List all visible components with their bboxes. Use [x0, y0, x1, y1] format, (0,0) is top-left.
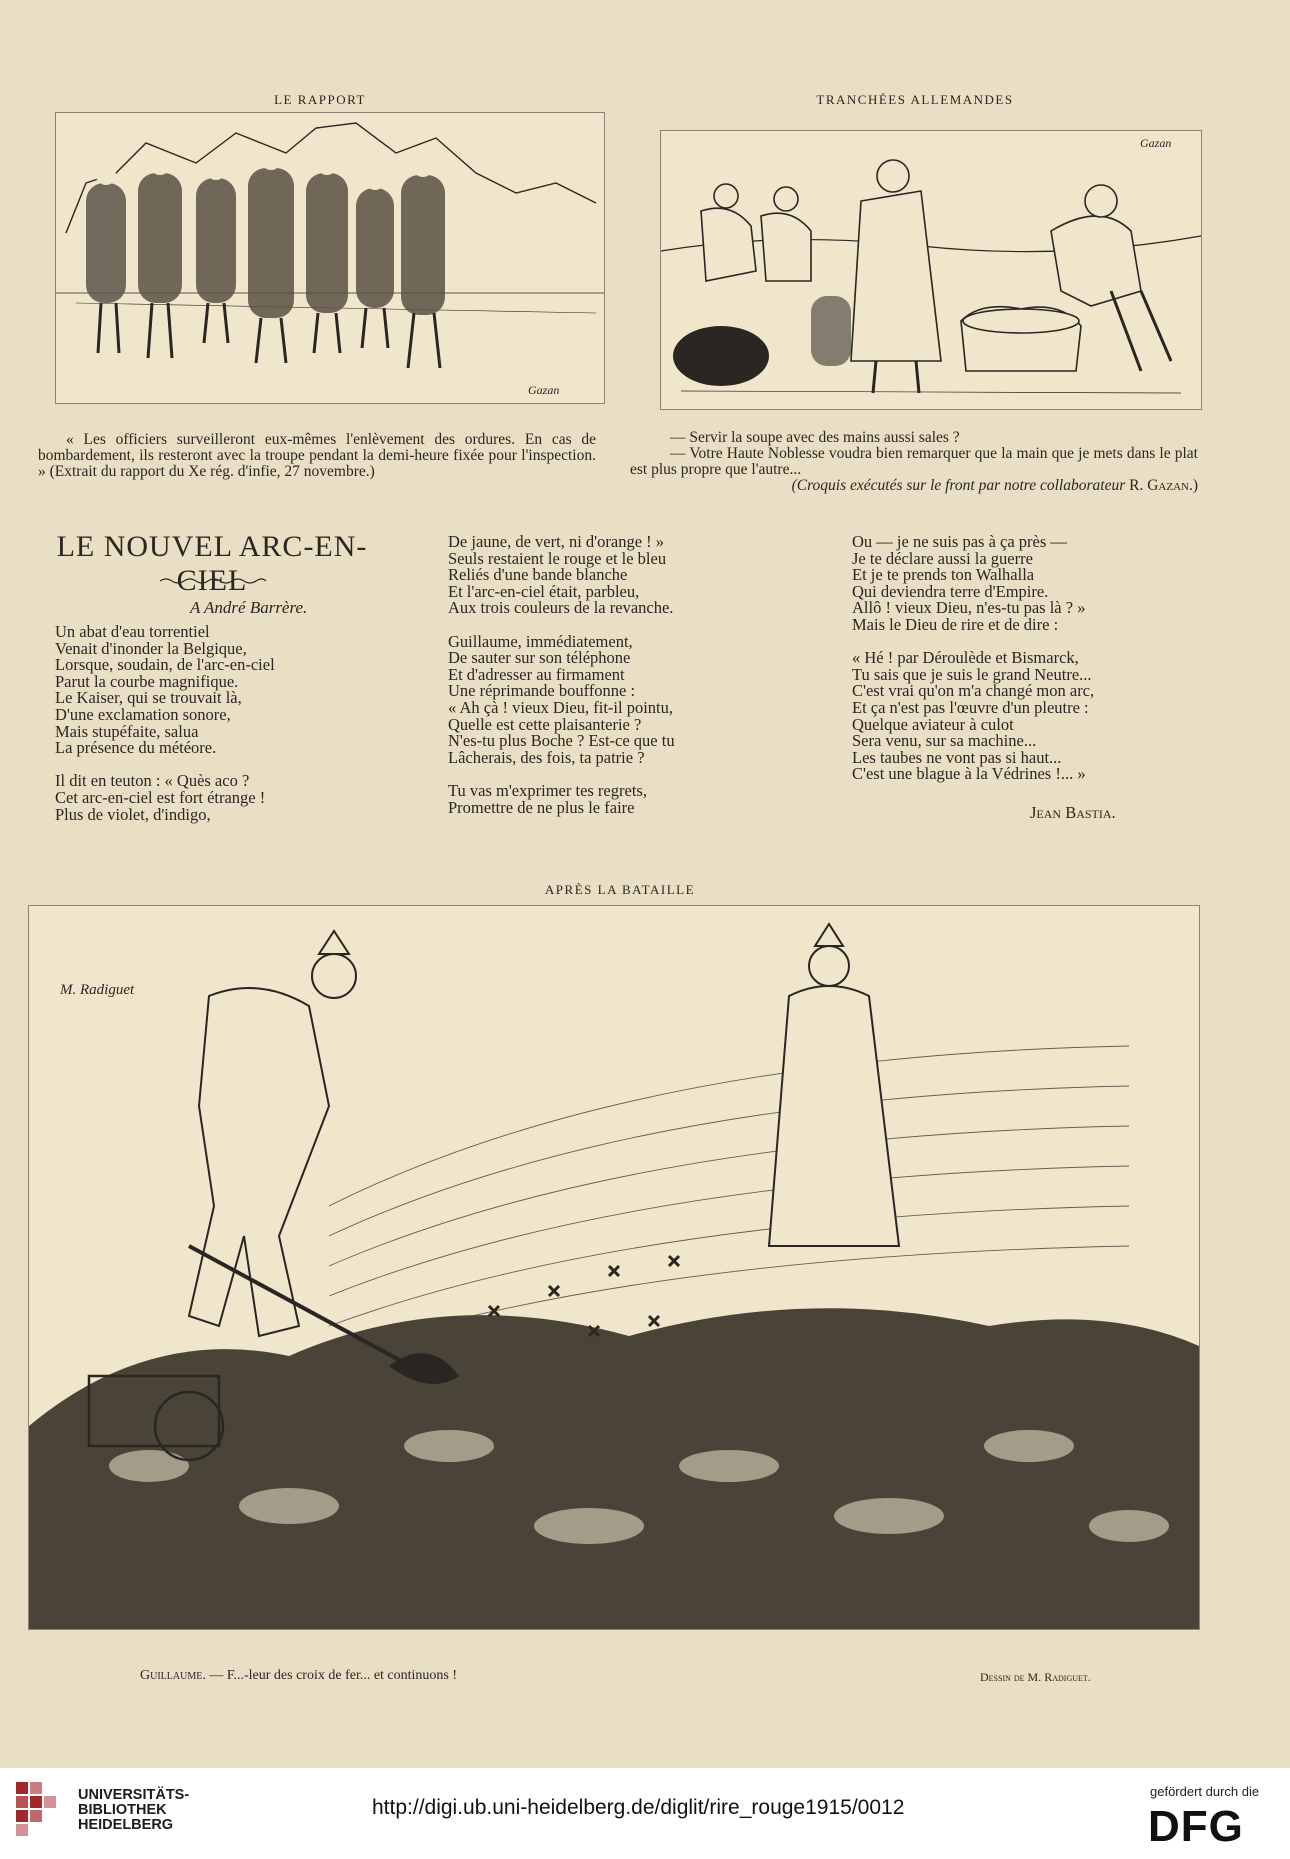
tranchees-credit-name: R. Gazan.): [1129, 477, 1198, 494]
apres-illustration: [28, 905, 1200, 1630]
verse-line: Promettre de ne plus le faire: [448, 797, 635, 817]
tranchees-line1: — Servir la soupe avec des mains aussi sales ?: [670, 429, 960, 446]
verse-line: Tu vas m'exprimer tes regrets,: [448, 780, 647, 800]
tranchees-credit-line: [630, 478, 1198, 494]
verse-line: Aux trois couleurs de la revanche.: [448, 598, 674, 618]
verse-line: Un abat d'eau torrentiel: [55, 622, 210, 641]
verse-line: Parut la courbe magnifique.: [55, 671, 239, 691]
verse-line: Et je te prends ton Walhalla: [852, 565, 1035, 585]
verse-line: Allô ! vieux Dieu, n'es-tu pas là ? »: [852, 598, 1086, 618]
verse-line: Une réprimande bouffonne :: [448, 681, 636, 701]
verse-line: Seuls restaient le rouge et le bleu: [448, 548, 667, 568]
dfg-logo: DFG: [1148, 1802, 1244, 1851]
university-library-name: [78, 1788, 189, 1833]
poem-column-1: [55, 624, 275, 823]
verse-line: Tu sais que je suis le grand Neutre...: [852, 664, 1092, 684]
le-rapport-illustration: [55, 112, 605, 404]
tranchees-signature: Gazan: [1140, 136, 1172, 150]
apres-signature: M. Radiguet: [60, 982, 135, 998]
le-rapport-signature: Gazan: [528, 383, 560, 397]
verse-line: Guillaume, immédiatement,: [448, 631, 633, 651]
verse-line: Et ça n'est pas l'œuvre d'un pleutre :: [852, 697, 1089, 717]
verse-line: D'une exclamation sonore,: [55, 704, 231, 724]
library-line-2: BIBLIOTHEK: [78, 1802, 167, 1818]
verse-line: Mais le Dieu de rire et de dire :: [852, 614, 1059, 634]
verse-line: Les taubes ne vont pas si haut...: [852, 747, 1062, 767]
verse-line: Le Kaiser, qui se trouvait là,: [55, 688, 242, 708]
verse-line: Ou — je ne suis pas à ça près —: [852, 532, 1067, 551]
verse-line: Lorsque, soudain, de l'arc-en-ciel: [55, 655, 275, 675]
verse-line: Venait d'inonder la Belgique,: [55, 638, 247, 658]
tranchees-title: TRANCHÉES ALLEMANDES: [816, 92, 1014, 107]
poem-column-2: [448, 534, 675, 816]
tranchees-line2: — Votre Haute Noblesse voudra bien remarquer que la main que je mets dans le plat est plus propre que l'autre...: [630, 445, 1198, 478]
verse-line: « Ah çà ! vieux Dieu, fit-il pointu,: [448, 697, 673, 717]
verse-line: Mais stupéfaite, salua: [55, 721, 199, 741]
verse-line: Reliés d'une bande blanche: [448, 565, 628, 585]
footer-bar: [0, 1768, 1290, 1859]
verse-line: De jaune, de vert, ni d'orange ! »: [448, 532, 665, 551]
verse-line: Quelque aviateur à culot: [852, 714, 1014, 734]
tranchees-credit: (Croquis exécutés sur le front par notre collaborateur: [791, 477, 1126, 494]
apres-title: APRÈS LA BATAILLE: [544, 882, 696, 897]
verse-line: « Hé ! par Déroulède et Bismarck,: [852, 648, 1079, 668]
poem-title: LE NOUVEL ARC-EN-CIEL: [56, 530, 368, 597]
verse-line: Lâcherais, des fois, ta patrie ?: [448, 747, 645, 767]
poem-dedication: A André Barrère.: [190, 598, 308, 617]
tranchees-caption: [630, 430, 1198, 494]
apres-quote: — F...-leur des croix de fer... et continuons !: [209, 1668, 458, 1683]
verse-line: C'est une blague à la Védrines !... »: [852, 764, 1086, 784]
poem-title-flourish: [158, 572, 268, 590]
le-rapport-caption: « Les officiers surveilleront eux-mêmes l'enlèvement des ordures. En cas de bombardement, ils resteront avec la troupe pendant la demi-heure fixée pour l'inspection. » (Extrait du rapport du Xe rég. d'infie, 27 novembre.): [38, 431, 596, 480]
verse-line: Plus de violet, d'indigo,: [55, 804, 211, 824]
verse-line: Je te déclare aussi la guerre: [852, 548, 1033, 568]
funded-by-label: gefördert durch die: [1150, 1784, 1260, 1799]
verse-line: Quelle est cette plaisanterie ?: [448, 714, 642, 734]
permalink-url[interactable]: http://digi.ub.uni-heidelberg.de/diglit/rire_rouge1915/0012: [372, 1796, 905, 1819]
verse-line: Il dit en teuton : « Quès aco ?: [55, 771, 250, 791]
verse-line: Et l'arc-en-ciel était, parbleu,: [448, 581, 640, 601]
poem-column-3: [852, 534, 1094, 783]
verse-line: Et d'adresser au firmament: [448, 664, 625, 684]
library-line-1: UNIVERSITÄTS-: [78, 1787, 190, 1803]
verse-line: Sera venu, sur sa machine...: [852, 731, 1037, 751]
apres-speaker: Guillaume.: [140, 1668, 206, 1683]
apres-credit: Dessin de M. Radiguet.: [980, 1670, 1091, 1684]
poem-author: Jean Bastia.: [1030, 803, 1116, 822]
verse-line: N'es-tu plus Boche ? Est-ce que tu: [448, 731, 675, 751]
verse-line: C'est vrai qu'on m'a changé mon arc,: [852, 681, 1095, 701]
verse-line: Qui deviendra terre d'Empire.: [852, 581, 1049, 601]
le-rapport-title: LE RAPPORT: [274, 92, 366, 107]
apres-caption-line: [140, 1668, 457, 1684]
verse-line: De sauter sur son téléphone: [448, 648, 631, 668]
verse-line: La présence du météore.: [55, 738, 217, 758]
tranchees-illustration: [660, 130, 1202, 410]
verse-line: Cet arc-en-ciel est fort étrange !: [55, 787, 266, 807]
university-library-logo-icon: [16, 1782, 70, 1842]
library-line-3: HEIDELBERG: [78, 1817, 174, 1833]
